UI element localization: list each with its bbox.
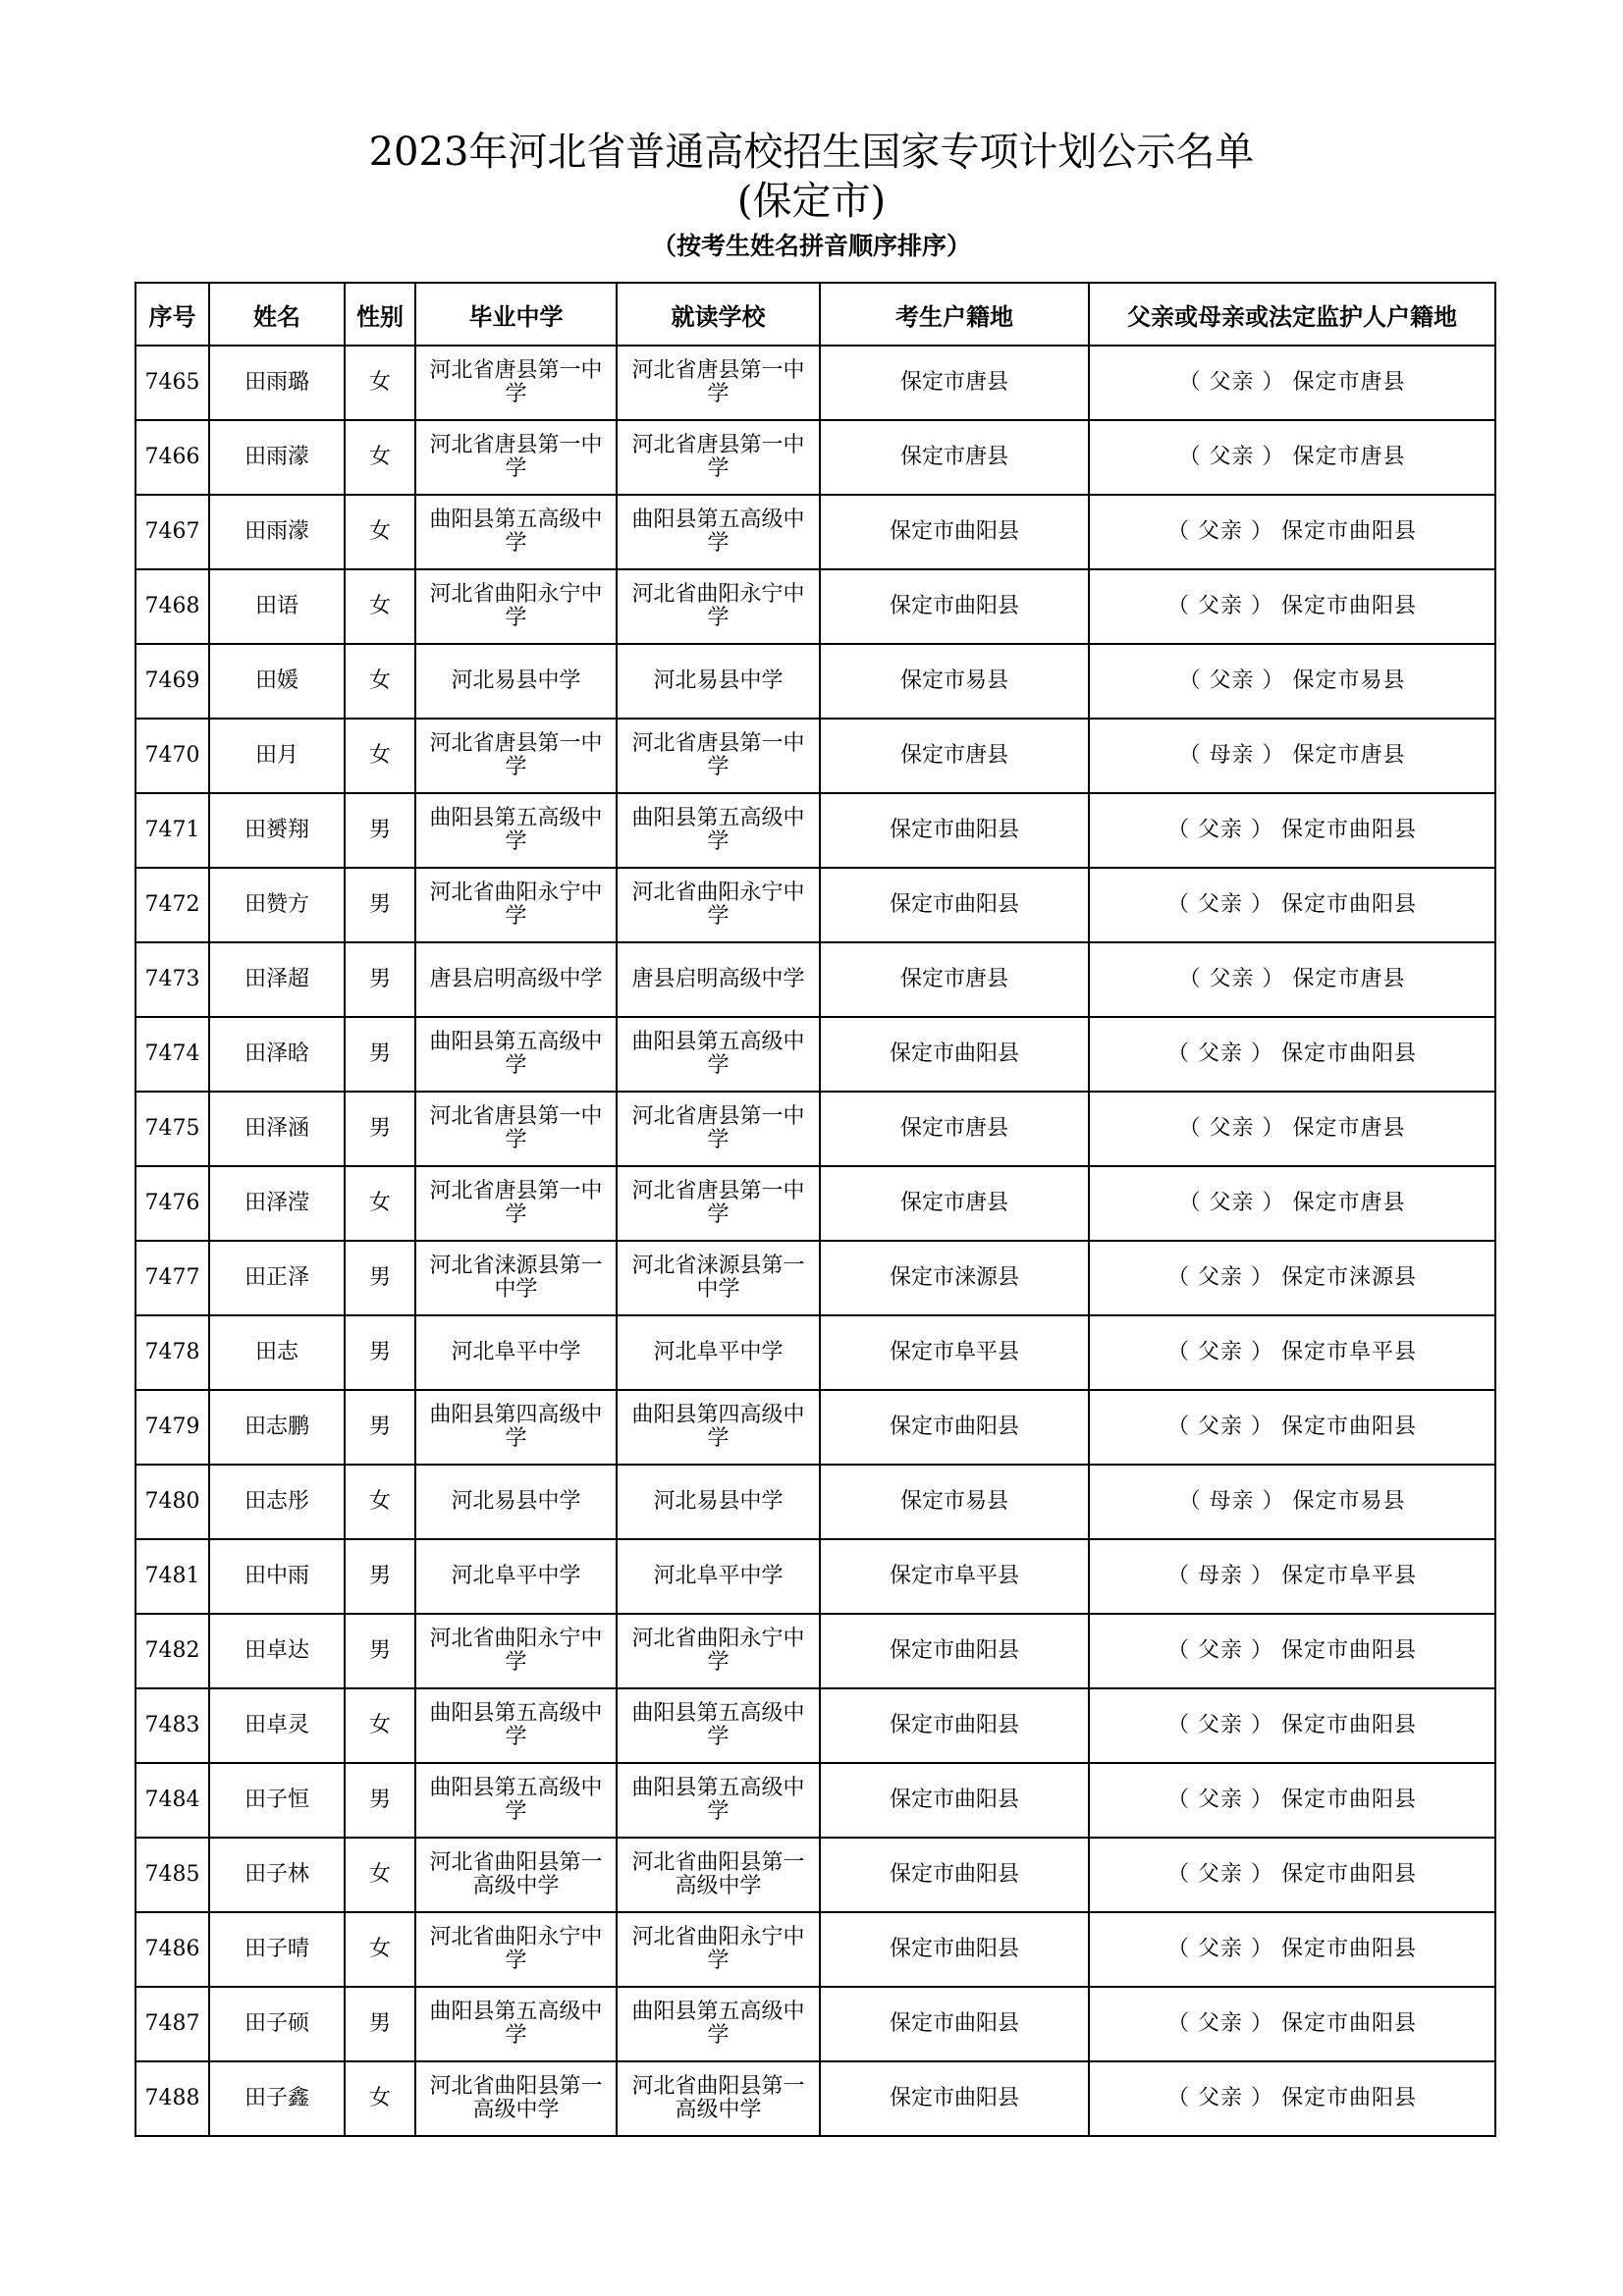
current-school-cell: 河北省曲阳永宁中学 (617, 1614, 820, 1688)
graduation-school-cell: 河北省涞源县第一中学 (415, 1241, 617, 1315)
current-school-cell: 河北易县中学 (617, 1465, 820, 1539)
column-header-current-school: 就读学校 (617, 283, 820, 346)
student-name-cell: 田赞方 (209, 868, 345, 942)
row-number-cell: 7466 (135, 420, 209, 495)
current-school-cell: 河北省涞源县第一中学 (617, 1241, 820, 1315)
row-number-cell: 7481 (135, 1539, 209, 1614)
parent-domicile-cell: （ 父亲 ） 保定市曲阳县 (1089, 1838, 1495, 1912)
student-domicile-cell: 保定市唐县 (820, 1166, 1089, 1241)
student-name-cell: 田泽超 (209, 942, 345, 1017)
student-gender-cell: 男 (345, 793, 415, 868)
graduation-school-cell: 河北省曲阳永宁中学 (415, 1912, 617, 1987)
student-name-cell: 田月 (209, 719, 345, 793)
table-row (135, 346, 1495, 420)
parent-domicile-cell: （ 父亲 ） 保定市易县 (1089, 644, 1495, 719)
parent-domicile-cell: （ 父亲 ） 保定市阜平县 (1089, 1315, 1495, 1390)
student-gender-cell: 女 (345, 1688, 415, 1763)
student-domicile-cell: 保定市唐县 (820, 719, 1089, 793)
student-name-cell: 田泽滢 (209, 1166, 345, 1241)
row-number-cell: 7485 (135, 1838, 209, 1912)
graduation-school-cell: 河北省唐县第一中学 (415, 1092, 617, 1166)
current-school-cell: 曲阳县第五高级中学 (617, 495, 820, 569)
parent-domicile-cell: （ 父亲 ） 保定市唐县 (1089, 420, 1495, 495)
table-row (135, 942, 1495, 1017)
student-name-cell: 田志鹏 (209, 1390, 345, 1465)
parent-domicile-cell: （ 父亲 ） 保定市曲阳县 (1089, 2061, 1495, 2136)
parent-domicile-cell: （ 父亲 ） 保定市曲阳县 (1089, 1614, 1495, 1688)
student-gender-cell: 男 (345, 1241, 415, 1315)
graduation-school-cell: 曲阳县第五高级中学 (415, 793, 617, 868)
student-name-cell: 田子恒 (209, 1763, 345, 1838)
current-school-cell: 河北阜平中学 (617, 1539, 820, 1614)
graduation-school-cell: 曲阳县第四高级中学 (415, 1390, 617, 1465)
parent-domicile-cell: （ 父亲 ） 保定市曲阳县 (1089, 1688, 1495, 1763)
current-school-cell: 河北省曲阳永宁中学 (617, 1912, 820, 1987)
graduation-school-cell: 唐县启明高级中学 (415, 942, 617, 1017)
row-number-cell: 7473 (135, 942, 209, 1017)
student-name-cell: 田雨濛 (209, 495, 345, 569)
row-number-cell: 7480 (135, 1465, 209, 1539)
current-school-cell: 曲阳县第五高级中学 (617, 1987, 820, 2061)
graduation-school-cell: 河北省唐县第一中学 (415, 1166, 617, 1241)
current-school-cell: 河北省曲阳永宁中学 (617, 868, 820, 942)
table-body (135, 346, 1495, 2136)
table-row (135, 644, 1495, 719)
parent-domicile-cell: （ 父亲 ） 保定市曲阳县 (1089, 793, 1495, 868)
parent-domicile-cell: （ 父亲 ） 保定市唐县 (1089, 1166, 1495, 1241)
parent-domicile-cell: （ 父亲 ） 保定市曲阳县 (1089, 868, 1495, 942)
table-row (135, 569, 1495, 644)
row-number-cell: 7488 (135, 2061, 209, 2136)
student-domicile-cell: 保定市唐县 (820, 942, 1089, 1017)
row-number-cell: 7469 (135, 644, 209, 719)
student-name-cell: 田媛 (209, 644, 345, 719)
current-school-cell: 河北阜平中学 (617, 1315, 820, 1390)
column-header-gender: 性别 (345, 283, 415, 346)
row-number-cell: 7467 (135, 495, 209, 569)
table-row (135, 1763, 1495, 1838)
row-number-cell: 7478 (135, 1315, 209, 1390)
parent-domicile-cell: （ 父亲 ） 保定市唐县 (1089, 1092, 1495, 1166)
table-row (135, 495, 1495, 569)
row-number-cell: 7477 (135, 1241, 209, 1315)
student-name-cell: 田志 (209, 1315, 345, 1390)
student-gender-cell: 女 (345, 420, 415, 495)
student-domicile-cell: 保定市易县 (820, 1465, 1089, 1539)
row-number-cell: 7484 (135, 1763, 209, 1838)
graduation-school-cell: 河北省唐县第一中学 (415, 346, 617, 420)
student-name-cell: 田子林 (209, 1838, 345, 1912)
current-school-cell: 曲阳县第五高级中学 (617, 793, 820, 868)
student-domicile-cell: 保定市曲阳县 (820, 1017, 1089, 1092)
student-domicile-cell: 保定市曲阳县 (820, 1763, 1089, 1838)
current-school-cell: 河北省曲阳永宁中学 (617, 569, 820, 644)
table-row (135, 719, 1495, 793)
student-name-cell: 田雨濛 (209, 420, 345, 495)
row-number-cell: 7476 (135, 1166, 209, 1241)
graduation-school-cell: 曲阳县第五高级中学 (415, 1688, 617, 1763)
student-gender-cell: 女 (345, 1465, 415, 1539)
student-name-cell: 田子晴 (209, 1912, 345, 1987)
student-name-cell: 田中雨 (209, 1539, 345, 1614)
student-domicile-cell: 保定市曲阳县 (820, 868, 1089, 942)
student-domicile-cell: 保定市曲阳县 (820, 569, 1089, 644)
current-school-cell: 唐县启明高级中学 (617, 942, 820, 1017)
student-name-cell: 田卓达 (209, 1614, 345, 1688)
table-row (135, 1017, 1495, 1092)
student-name-cell: 田子鑫 (209, 2061, 345, 2136)
student-gender-cell: 女 (345, 2061, 415, 2136)
current-school-cell: 曲阳县第五高级中学 (617, 1017, 820, 1092)
parent-domicile-cell: （ 母亲 ） 保定市阜平县 (1089, 1539, 1495, 1614)
student-name-cell: 田泽晗 (209, 1017, 345, 1092)
current-school-cell: 曲阳县第四高级中学 (617, 1390, 820, 1465)
row-number-cell: 7483 (135, 1688, 209, 1763)
row-number-cell: 7475 (135, 1092, 209, 1166)
student-domicile-cell: 保定市唐县 (820, 1092, 1089, 1166)
graduation-school-cell: 河北省曲阳永宁中学 (415, 569, 617, 644)
column-header-domicile: 考生户籍地 (820, 283, 1089, 346)
current-school-cell: 河北易县中学 (617, 644, 820, 719)
table-row (135, 868, 1495, 942)
table-row (135, 420, 1495, 495)
graduation-school-cell: 河北省曲阳县第一高级中学 (415, 2061, 617, 2136)
column-header-parent-domicile: 父亲或母亲或法定监护人户籍地 (1089, 283, 1495, 346)
current-school-cell: 河北省唐县第一中学 (617, 346, 820, 420)
parent-domicile-cell: （ 父亲 ） 保定市曲阳县 (1089, 1390, 1495, 1465)
table-row (135, 1539, 1495, 1614)
parent-domicile-cell: （ 父亲 ） 保定市曲阳县 (1089, 495, 1495, 569)
column-header-grad-school: 毕业中学 (415, 283, 617, 346)
row-number-cell: 7479 (135, 1390, 209, 1465)
student-gender-cell: 女 (345, 644, 415, 719)
parent-domicile-cell: （ 父亲 ） 保定市唐县 (1089, 942, 1495, 1017)
row-number-cell: 7468 (135, 569, 209, 644)
graduation-school-cell: 河北省曲阳永宁中学 (415, 868, 617, 942)
row-number-cell: 7486 (135, 1912, 209, 1987)
row-number-cell: 7482 (135, 1614, 209, 1688)
graduation-school-cell: 曲阳县第五高级中学 (415, 1017, 617, 1092)
student-gender-cell: 男 (345, 942, 415, 1017)
student-domicile-cell: 保定市曲阳县 (820, 495, 1089, 569)
student-domicile-cell: 保定市阜平县 (820, 1315, 1089, 1390)
row-number-cell: 7487 (135, 1987, 209, 2061)
student-gender-cell: 女 (345, 719, 415, 793)
student-domicile-cell: 保定市曲阳县 (820, 1838, 1089, 1912)
student-gender-cell: 女 (345, 1838, 415, 1912)
student-name-cell: 田卓灵 (209, 1688, 345, 1763)
roster-table (135, 282, 1496, 2137)
table-row (135, 1465, 1495, 1539)
student-domicile-cell: 保定市曲阳县 (820, 1912, 1089, 1987)
student-domicile-cell: 保定市曲阳县 (820, 793, 1089, 868)
student-domicile-cell: 保定市涞源县 (820, 1241, 1089, 1315)
student-name-cell: 田正泽 (209, 1241, 345, 1315)
student-domicile-cell: 保定市曲阳县 (820, 1614, 1089, 1688)
column-header-no: 序号 (135, 283, 209, 346)
student-domicile-cell: 保定市唐县 (820, 420, 1089, 495)
page-subtitle: (保定市) (736, 179, 887, 224)
parent-domicile-cell: （ 母亲 ） 保定市唐县 (1089, 719, 1495, 793)
student-gender-cell: 男 (345, 868, 415, 942)
student-domicile-cell: 保定市曲阳县 (820, 1987, 1089, 2061)
graduation-school-cell: 曲阳县第五高级中学 (415, 495, 617, 569)
current-school-cell: 河北省唐县第一中学 (617, 420, 820, 495)
student-gender-cell: 男 (345, 1987, 415, 2061)
parent-domicile-cell: （ 父亲 ） 保定市曲阳县 (1089, 569, 1495, 644)
student-gender-cell: 男 (345, 1614, 415, 1688)
table-row (135, 1241, 1495, 1315)
column-header-name: 姓名 (209, 283, 345, 346)
table-row (135, 1838, 1495, 1912)
row-number-cell: 7471 (135, 793, 209, 868)
student-name-cell: 田语 (209, 569, 345, 644)
row-number-cell: 7472 (135, 868, 209, 942)
student-name-cell: 田子硕 (209, 1987, 345, 2061)
student-gender-cell: 女 (345, 1912, 415, 1987)
graduation-school-cell: 曲阳县第五高级中学 (415, 1763, 617, 1838)
table-row (135, 1987, 1495, 2061)
graduation-school-cell: 河北阜平中学 (415, 1315, 617, 1390)
graduation-school-cell: 河北省唐县第一中学 (415, 719, 617, 793)
row-number-cell: 7465 (135, 346, 209, 420)
student-gender-cell: 男 (345, 1390, 415, 1465)
current-school-cell: 河北省唐县第一中学 (617, 719, 820, 793)
parent-domicile-cell: （ 父亲 ） 保定市曲阳县 (1089, 1017, 1495, 1092)
student-domicile-cell: 保定市曲阳县 (820, 1390, 1089, 1465)
row-number-cell: 7474 (135, 1017, 209, 1092)
student-domicile-cell: 保定市易县 (820, 644, 1089, 719)
student-name-cell: 田志彤 (209, 1465, 345, 1539)
graduation-school-cell: 河北易县中学 (415, 1465, 617, 1539)
table-row (135, 1315, 1495, 1390)
graduation-school-cell: 曲阳县第五高级中学 (415, 1987, 617, 2061)
parent-domicile-cell: （ 父亲 ） 保定市曲阳县 (1089, 1763, 1495, 1838)
table-header-row (135, 283, 1495, 346)
student-gender-cell: 女 (345, 346, 415, 420)
sort-note: （按考生姓名拼音顺序排序） (651, 232, 971, 260)
page-title: 2023年河北省普通高校招生国家专项计划公示名单 (368, 130, 1255, 175)
table-row (135, 793, 1495, 868)
student-gender-cell: 男 (345, 1092, 415, 1166)
student-gender-cell: 男 (345, 1315, 415, 1390)
graduation-school-cell: 河北省曲阳县第一高级中学 (415, 1838, 617, 1912)
graduation-school-cell: 河北易县中学 (415, 644, 617, 719)
parent-domicile-cell: （ 母亲 ） 保定市易县 (1089, 1465, 1495, 1539)
student-name-cell: 田雨璐 (209, 346, 345, 420)
table-row (135, 1092, 1495, 1166)
current-school-cell: 曲阳县第五高级中学 (617, 1763, 820, 1838)
student-gender-cell: 女 (345, 1166, 415, 1241)
student-domicile-cell: 保定市曲阳县 (820, 2061, 1089, 2136)
row-number-cell: 7470 (135, 719, 209, 793)
table-row (135, 1390, 1495, 1465)
student-gender-cell: 女 (345, 569, 415, 644)
student-gender-cell: 男 (345, 1539, 415, 1614)
table-row (135, 1688, 1495, 1763)
student-gender-cell: 男 (345, 1763, 415, 1838)
graduation-school-cell: 河北阜平中学 (415, 1539, 617, 1614)
student-gender-cell: 女 (345, 495, 415, 569)
graduation-school-cell: 河北省曲阳永宁中学 (415, 1614, 617, 1688)
student-domicile-cell: 保定市曲阳县 (820, 1688, 1089, 1763)
table-row (135, 1614, 1495, 1688)
student-name-cell: 田泽涵 (209, 1092, 345, 1166)
current-school-cell: 河北省唐县第一中学 (617, 1092, 820, 1166)
student-gender-cell: 男 (345, 1017, 415, 1092)
table-row (135, 1166, 1495, 1241)
current-school-cell: 曲阳县第五高级中学 (617, 1688, 820, 1763)
graduation-school-cell: 河北省唐县第一中学 (415, 420, 617, 495)
current-school-cell: 河北省唐县第一中学 (617, 1166, 820, 1241)
parent-domicile-cell: （ 父亲 ） 保定市曲阳县 (1089, 1987, 1495, 2061)
table-row (135, 2061, 1495, 2136)
current-school-cell: 河北省曲阳县第一高级中学 (617, 1838, 820, 1912)
parent-domicile-cell: （ 父亲 ） 保定市曲阳县 (1089, 1912, 1495, 1987)
parent-domicile-cell: （ 父亲 ） 保定市涞源县 (1089, 1241, 1495, 1315)
parent-domicile-cell: （ 父亲 ） 保定市唐县 (1089, 346, 1495, 420)
student-domicile-cell: 保定市阜平县 (820, 1539, 1089, 1614)
student-name-cell: 田赟翔 (209, 793, 345, 868)
student-domicile-cell: 保定市唐县 (820, 346, 1089, 420)
table-row (135, 1912, 1495, 1987)
current-school-cell: 河北省曲阳县第一高级中学 (617, 2061, 820, 2136)
